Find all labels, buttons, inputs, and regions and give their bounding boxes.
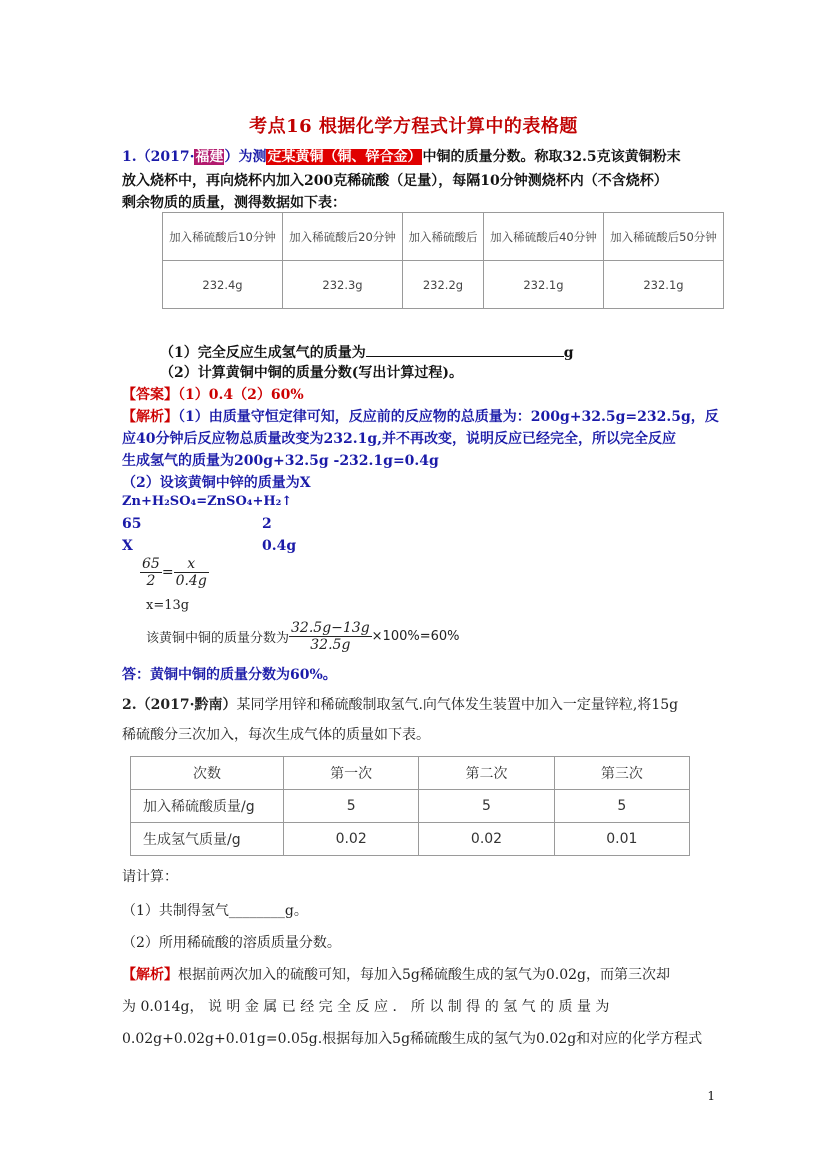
page-number: 1: [707, 1089, 715, 1103]
analysis-label: 【解析】: [122, 409, 178, 425]
q2-please: 请计算：: [122, 869, 178, 885]
table-cell: 5: [284, 790, 419, 823]
table-cell: 0.01: [554, 823, 689, 856]
q2-analysis-line2: 为 0.014g， 说 明 金 属 已 经 完 全 反 应 ． 所 以 制 得 的 氢 气 的 质 量 为: [122, 999, 610, 1015]
table-cell: 0.02: [284, 823, 419, 856]
table-row: [131, 823, 690, 856]
table-row: [131, 790, 690, 823]
q1-data-table: [162, 212, 724, 309]
q1-analysis-line2: 应40分钟后反应物总质量改变为232.1g,并不再改变，说明反应已经完全，所以完全反应: [122, 431, 676, 447]
q1-sub1-unit: g: [563, 345, 574, 361]
table-cell: 232.3g: [283, 261, 403, 309]
q1-highlight: 定某黄铜（铜、锌合金）: [267, 149, 422, 165]
q1-sub1-text: （1）完全反应生成氢气的质量为: [160, 345, 366, 361]
q2-analysis-line3: 0.02g+0.02g+0.01g=0.05g.根据每加入5g稀硫酸生成的氢气为0.02g和对应的化学方程式: [122, 1031, 703, 1047]
row-label: 生成氢气质量/g: [131, 823, 284, 856]
table-row: [131, 757, 690, 790]
mass-fraction-line: [146, 620, 460, 653]
ratio-left-1: 65: [122, 516, 142, 532]
q2-line1-rest: 某同学用锌和稀硫酸制取氢气.向气体发生装置中加入一定量锌粒,将15g: [236, 697, 679, 713]
fraction: [174, 556, 209, 589]
fraction: [140, 556, 162, 589]
table-row: [163, 261, 724, 309]
q1-after-region: ）为测: [224, 149, 267, 165]
ratio-right-2: 0.4g: [262, 538, 297, 554]
q1-region: 福建: [195, 149, 224, 165]
q1-line2: 放入烧杯中，再向烧杯内加入200克稀硫酸（足量），每隔10分钟测烧杯内（不含烧杯）: [122, 173, 668, 189]
q1-sub1: [160, 342, 574, 362]
table-header-cell: 第一次: [284, 757, 419, 790]
answer-label: 【答案】: [122, 387, 178, 403]
table-header-cell: 第二次: [419, 757, 554, 790]
table-cell: 5: [554, 790, 689, 823]
table-cell: 232.2g: [403, 261, 484, 309]
ratio-right-1: 2: [262, 516, 272, 532]
mass-tail: ×100%=60%: [371, 629, 460, 644]
q2-sub2: （2）所用稀硫酸的溶质质量分数。: [122, 935, 341, 951]
table-header-cell: 次数: [131, 757, 284, 790]
q2-line2: 稀硫酸分三次加入，每次生成气体的质量如下表。: [122, 727, 430, 743]
fraction: [289, 620, 372, 653]
q1-prefix: 1.（2017·: [122, 149, 195, 165]
mass-text: 该黄铜中铜的质量分数为: [146, 631, 290, 646]
page-title: 考点16 根据化学方程式计算中的表格题: [249, 116, 578, 137]
table-header-cell: 加入稀硫酸后: [403, 213, 484, 261]
fraction-denominator: 2: [146, 573, 156, 589]
q1-analysis-line3: 生成氢气的质量为200g+32.5g -232.1g=0.4g: [122, 453, 439, 469]
analysis-text: （1）由质量守恒定律可知，反应前的反应物的总质量为：200g+32.5g=232.5g，反: [178, 409, 719, 425]
table-header-cell: 加入稀硫酸后50分钟: [603, 213, 723, 261]
fraction-numerator: 65: [142, 556, 160, 572]
q1-final-answer: 答：黄铜中铜的质量分数为60%。: [122, 667, 337, 683]
q2-line1: [122, 694, 678, 714]
analysis-label: 【解析】: [122, 967, 178, 983]
fraction-numerator: 32.5g−13g: [291, 620, 370, 636]
table-cell: 0.02: [419, 823, 554, 856]
table-header-cell: 加入稀硫酸后10分钟: [163, 213, 283, 261]
table-cell: 5: [419, 790, 554, 823]
q2-data-table: [130, 756, 690, 856]
table-header-cell: 第三次: [554, 757, 689, 790]
q1-line1: [122, 146, 681, 166]
q1-rest-line1: 中铜的质量分数。称取32.5克该黄铜粉末: [422, 149, 681, 165]
q1-line3: 剩余物质的质量，测得数据如下表：: [122, 195, 346, 211]
table-cell: 232.1g: [483, 261, 603, 309]
fraction-denominator: 0.4g: [175, 573, 207, 589]
q2-analysis-line1: [122, 964, 670, 984]
q2-prefix: 2.（2017·黔南）: [122, 697, 237, 713]
chemical-equation: Zn+H₂SO₄=ZnSO₄+H₂↑: [122, 494, 293, 509]
table-cell: 232.4g: [163, 261, 283, 309]
table-header-cell: 加入稀硫酸后20分钟: [283, 213, 403, 261]
q1-sub2: （2）计算黄铜中铜的质量分数(写出计算过程)。: [160, 365, 463, 381]
analysis-text: 根据前两次加入的硫酸可知，每加入5g稀硫酸生成的氢气为0.02g，而第三次却: [178, 967, 671, 983]
answer-text: （1）0.4（2）60%: [178, 387, 304, 403]
fraction-numerator: x: [174, 556, 209, 573]
q1-analysis-line1: [122, 406, 719, 426]
equals-sign: =: [161, 564, 174, 581]
proportion-equation: [140, 556, 209, 589]
fraction-denominator: 32.5g: [310, 637, 351, 653]
q1-answer: [122, 384, 304, 404]
x-result: x=13g: [146, 598, 190, 613]
table-row: [163, 213, 724, 261]
q1-analysis-line4: （2）设该黄铜中锌的质量为X: [122, 475, 311, 491]
table-header-cell: 加入稀硫酸后40分钟: [483, 213, 603, 261]
answer-blank: [366, 342, 564, 357]
ratio-left-2: X: [122, 538, 133, 554]
q2-sub1: （1）共制得氢气________g。: [122, 903, 308, 919]
table-cell: 232.1g: [603, 261, 723, 309]
row-label: 加入稀硫酸质量/g: [131, 790, 284, 823]
